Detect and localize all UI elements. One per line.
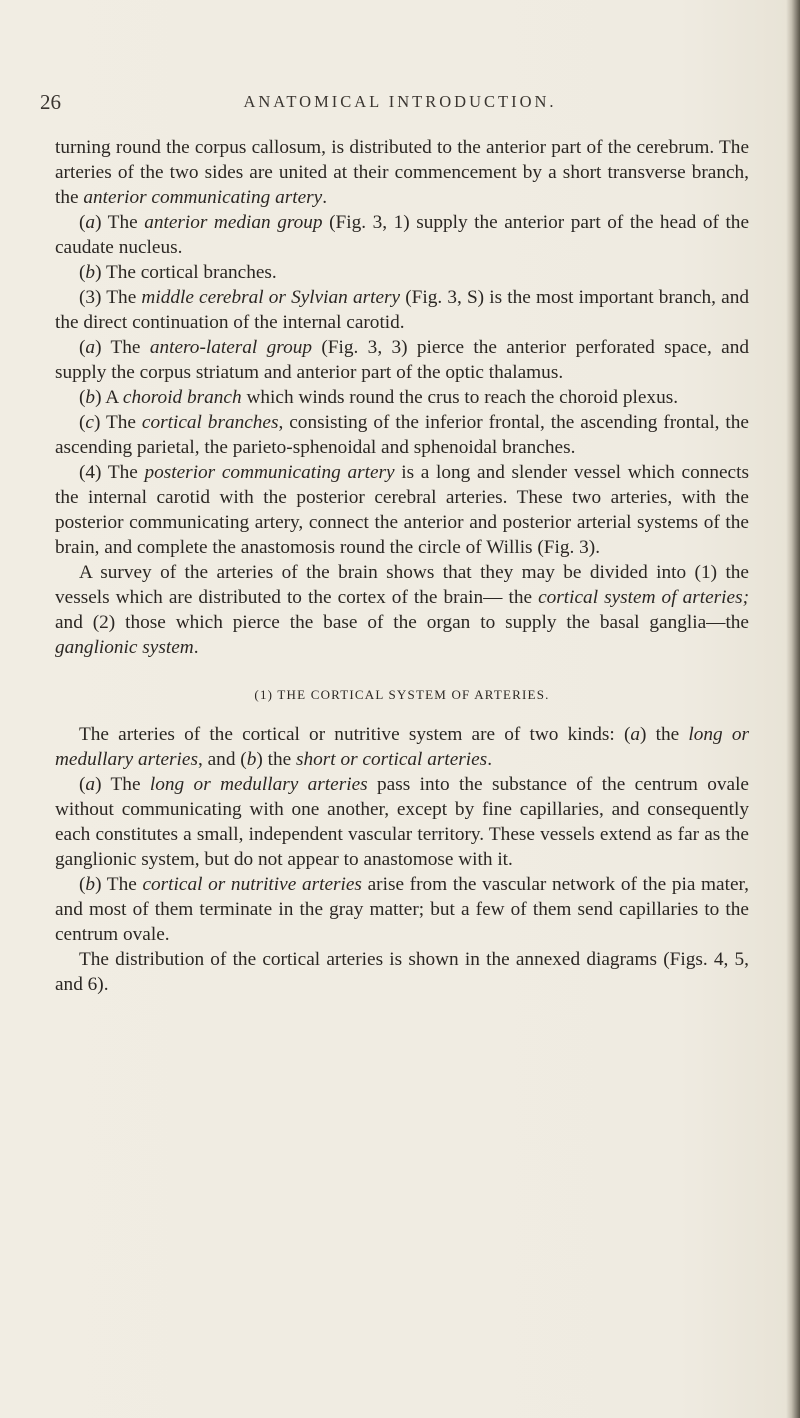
italic-term: cortical or nutritive arteries (142, 874, 362, 895)
italic-term: a (85, 212, 96, 233)
paragraph (55, 460, 749, 560)
text-run: which winds round the crus to reach the choroid plexus. (241, 387, 679, 408)
italic-term: b (85, 262, 96, 283)
text-run: ( (79, 337, 86, 358)
text-run: A survey of the arteries of the brain shows that they may be divided into (1) the vessels which are distributed to the cortex of the brain— the (55, 562, 749, 608)
text-run: (Fig. 3, 1) supply the anterior part of the head of the caudate nucleus. (55, 212, 749, 258)
text-run: ) A (95, 387, 123, 408)
italic-term: choroid branch (122, 387, 242, 408)
italic-term: cortical system of arteries; (538, 587, 749, 608)
text-run: ( (79, 412, 86, 433)
page-number: 26 (40, 90, 61, 114)
paragraph (55, 947, 749, 997)
italic-term: ganglionic system (55, 637, 194, 658)
text-run: (4) The (79, 462, 145, 483)
italic-term: antero-lateral group (149, 337, 312, 358)
italic-term: b (85, 874, 96, 895)
text-run: ) the (256, 749, 296, 770)
text-run: (Fig. 3, 3) pierce the anterior perforated space, and supply the corpus striatum and anterior part of the optic thalamus. (55, 337, 749, 383)
paragraph (55, 210, 749, 260)
text-run: ) The cortical branches. (95, 262, 277, 283)
paragraph (55, 722, 749, 772)
italic-term: middle cerebral or Sylvian artery (141, 287, 401, 308)
italic-term: b (85, 387, 96, 408)
paragraph (55, 560, 749, 660)
text-run: , consisting of the inferior frontal, the ascending frontal, the ascending parietal, the parieto-sphenoidal and sphenoidal branches. (55, 412, 749, 458)
paragraph (55, 872, 749, 947)
italic-term: anterior median group (144, 212, 323, 233)
text-run: (1) THE CORTICAL SYSTEM OF ARTERIES. (254, 687, 550, 702)
text-run: The arteries of the cortical or nutritive system are of two kinds: ( (79, 724, 631, 745)
italic-term: posterior communicating artery (144, 462, 395, 483)
paragraph (55, 335, 749, 385)
text-run: turning round the corpus callosum, is distributed to the anterior part of the cerebrum. The arteries of the two sides are united at their commencement by a short transverse branch, the (55, 137, 749, 208)
italic-term: a (85, 337, 96, 358)
paragraph (55, 385, 749, 410)
text-run: . (193, 637, 199, 658)
italic-term: cortical branches (141, 412, 279, 433)
paragraph (55, 260, 749, 285)
italic-term: long or medullary arteries (55, 724, 749, 770)
text-run: pass into the substance of the centrum ovale without communicating with one another, except by fine capillaries, and consequently each constitutes a small, independent vascular territory. These vessels extend as far as the ganglionic system, but do not appear to anastomose with it. (55, 774, 749, 870)
italic-term: long or medullary arteries (149, 774, 368, 795)
text-run: ( (79, 774, 86, 795)
paragraph (55, 135, 749, 210)
italic-term: b (246, 749, 257, 770)
text-run: ( (79, 874, 86, 895)
paragraph (55, 285, 749, 335)
text-run: ) The (95, 774, 150, 795)
italic-term: a (85, 774, 96, 795)
paragraph (55, 410, 749, 460)
text-run: ( (79, 387, 86, 408)
text-run: . (487, 749, 493, 770)
running-head: ANATOMICAL INTRODUCTION. (243, 92, 557, 111)
text-run: ( (79, 262, 86, 283)
text-run: and (2) those which pierce the base of the organ to supply the basal ganglia—the (55, 612, 749, 633)
text-run: (Fig. 3, S) is the most important branch, and the direct continuation of the internal carotid. (55, 287, 749, 333)
binding-shadow (786, 0, 800, 1418)
text-run: ) the (640, 724, 689, 745)
text-run: , and ( (197, 749, 247, 770)
page-header (40, 90, 760, 120)
paragraph (55, 772, 749, 872)
text-run: The distribution of the cortical arteries is shown in the annexed diagrams (Figs. 4, 5, and 6). (55, 949, 749, 995)
text-run: . (322, 187, 328, 208)
text-run: is a long and slender vessel which connects the internal carotid with the posterior cerebral arteries. These two arteries, with the posterior communicating artery, connect the anterior and posterior arterial systems of the brain, and complete the anastomosis round the circle of Willis (Fig. 3). (55, 462, 749, 558)
text-run: (3) The (79, 287, 142, 308)
italic-term: a (630, 724, 641, 745)
italic-term: c (85, 412, 94, 433)
text-run: ) The (95, 874, 143, 895)
text-run: ) The (95, 212, 145, 233)
text-run: ) The (95, 337, 150, 358)
text-run: ) The (93, 412, 142, 433)
section-heading (55, 686, 749, 704)
text-run: ( (79, 212, 86, 233)
text-run: arise from the vascular network of the pia mater, and most of them terminate in the gray matter; but a few of them send capillaries to the centrum ovale. (55, 874, 749, 945)
italic-term: short or cortical arteries (295, 749, 488, 770)
italic-term: anterior communicating artery (83, 187, 323, 208)
body-text (55, 135, 749, 997)
